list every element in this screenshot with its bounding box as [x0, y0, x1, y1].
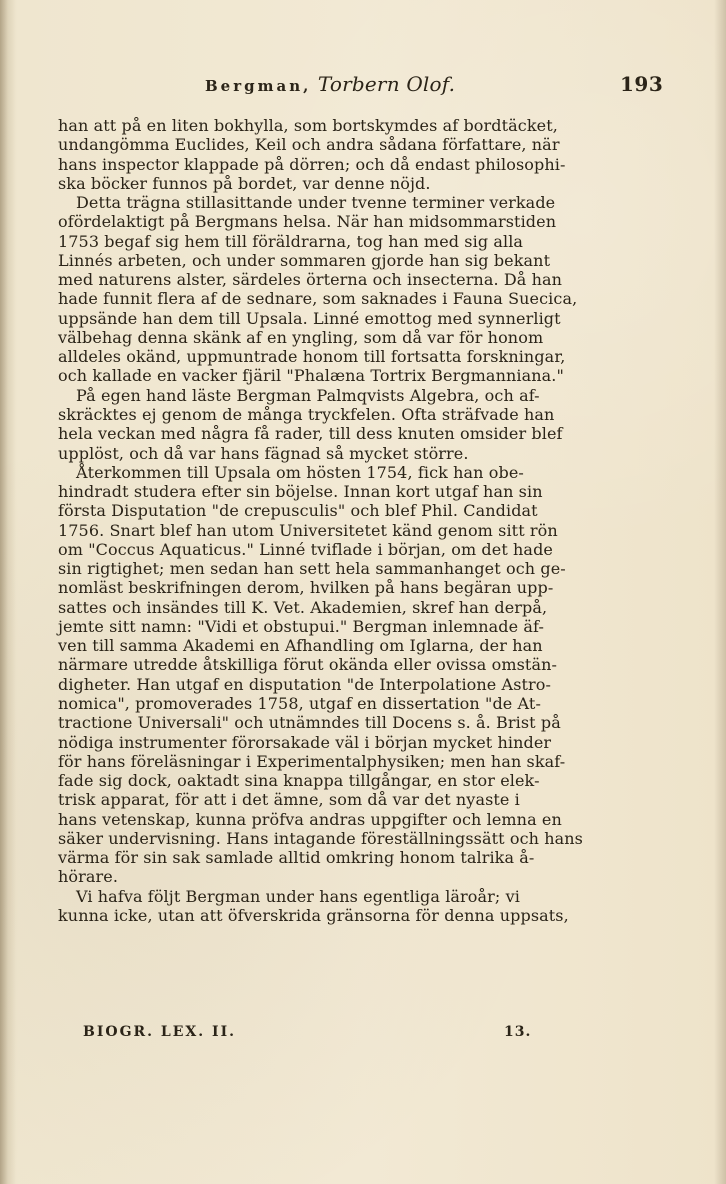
text-line: kunna icke, utan att öfverskrida gränsorna för denna uppsats, [58, 905, 569, 925]
text-line: han att på en liten bokhylla, som bortskymdes af bordtäcket, [58, 116, 558, 135]
running-title [205, 72, 455, 96]
text-line: nomica", promoverades 1758, utgaf en dissertation "de At- [58, 693, 541, 713]
text-line: nödiga instrumenter förorsakade väl i början mycket hinder [58, 732, 552, 752]
text-line: hans inspector klappade på dörren; och då endast philosophi- [58, 154, 566, 174]
text-line: skräcktes ej genom de många tryckfelen. Ofta sträfvade han [58, 404, 555, 424]
text-line: upplöst, och då var hans fägnad så mycket större. [58, 443, 469, 463]
page-binding-shadow [0, 0, 16, 1184]
text-line: undangömma Euclides, Keil och andra sådana författare, när [58, 135, 560, 155]
text-line: välbehag denna skänk af en yngling, som då var för honom [58, 327, 544, 347]
text-line: hans vetenskap, kunna pröfva andras uppgifter och lemna en [58, 809, 562, 829]
text-line: närmare utredde åtskilliga förut okända eller ovissa omstän- [58, 655, 558, 675]
text-line: första Disputation "de crepusculis" och blef Phil. Candidat [58, 501, 538, 521]
text-line: värma för sin sak samlade alltid omkring honom talrika å- [58, 848, 535, 868]
text-line: hindradt studera efter sin böjelse. Innan kort utgaf han sin [58, 482, 543, 502]
text-line: 1756. Snart blef han utom Universitetet känd genom sitt rön [58, 520, 558, 540]
text-line: ofördelaktigt på Bergmans helsa. När han midsommarstiden [58, 212, 557, 232]
text-line: Återkommen till Upsala om hösten 1754, fick han obe- [76, 462, 524, 482]
text-line: uppsände han dem till Upsala. Linné emottog med synnerligt [58, 308, 561, 328]
text-line: ven till samma Akademi en Afhandling om Iglarna, der han [58, 636, 543, 656]
text-line: hela veckan med några få rader, till dess knuten omsider blef [58, 424, 563, 444]
text-line: och kallade en vacker fjäril "Phalæna Tortrix Bergmanniana." [58, 366, 564, 386]
text-line: trisk apparat, för att i det ämne, som då var det nyaste i [58, 790, 520, 810]
text-line: fade sig dock, oaktadt sina knappa tillgångar, en stor elek- [58, 771, 540, 791]
sheet-number: 13. [504, 1024, 532, 1040]
page-edge-shadow [714, 0, 726, 1184]
text-line: säker undervisning. Hans intagande föreställningssätt och hans [58, 828, 583, 848]
text-line: sin rigtighet; men sedan han sett hela sammanhanget och ge- [58, 559, 566, 579]
article-body [58, 116, 644, 925]
text-line: för hans föreläsningar i Experimentalphysiken; men han skaf- [58, 751, 566, 771]
running-header [0, 72, 726, 100]
text-line: sattes och insändes till K. Vet. Akademien, skref han derpå, [58, 597, 548, 617]
text-line: 1753 begaf sig hem till föräldrarna, tog han med sig alla [58, 231, 524, 251]
text-line: tractione Universali" och utnämndes till Docens s. å. Brist på [58, 713, 561, 733]
header-surname: Bergman, [205, 77, 312, 95]
text-line: hade funnit flera af de sednare, som saknades i Fauna Suecica, [58, 289, 578, 309]
text-line: Vi hafva följt Bergman under hans egentliga läroår; vi [76, 886, 520, 906]
page-number: 193 [620, 72, 664, 96]
text-line: digheter. Han utgaf en disputation "de Interpolatione Astro- [58, 674, 552, 694]
header-given-name: Torbern Olof. [317, 72, 456, 96]
text-line: nomläst beskrifningen derom, hvilken på hans begäran upp- [58, 578, 554, 598]
signature-mark: BIOGR. LEX. II. [83, 1024, 237, 1040]
text-line: jemte sitt namn: "Vidi et obstupui." Bergman inlemnade äf- [58, 616, 544, 636]
text-line: alldeles okänd, uppmuntrade honom till fortsatta forskningar, [58, 347, 566, 367]
text-line: Detta trägna stillasittande under tvenne terminer verkade [76, 193, 556, 213]
text-line: På egen hand läste Bergman Palmqvists Algebra, och af- [76, 385, 540, 405]
page-footer [83, 1024, 563, 1046]
text-line: om "Coccus Aquaticus." Linné tviflade i början, om det hade [58, 539, 553, 559]
text-line: hörare. [58, 867, 119, 887]
text-line: med naturens alster, särdeles örterna och insecterna. Då han [58, 270, 563, 290]
text-line: ska böcker funnos på bordet, var denne nöjd. [58, 173, 431, 193]
text-line: Linnés arbeten, och under sommaren gjorde han sig bekant [58, 250, 551, 270]
